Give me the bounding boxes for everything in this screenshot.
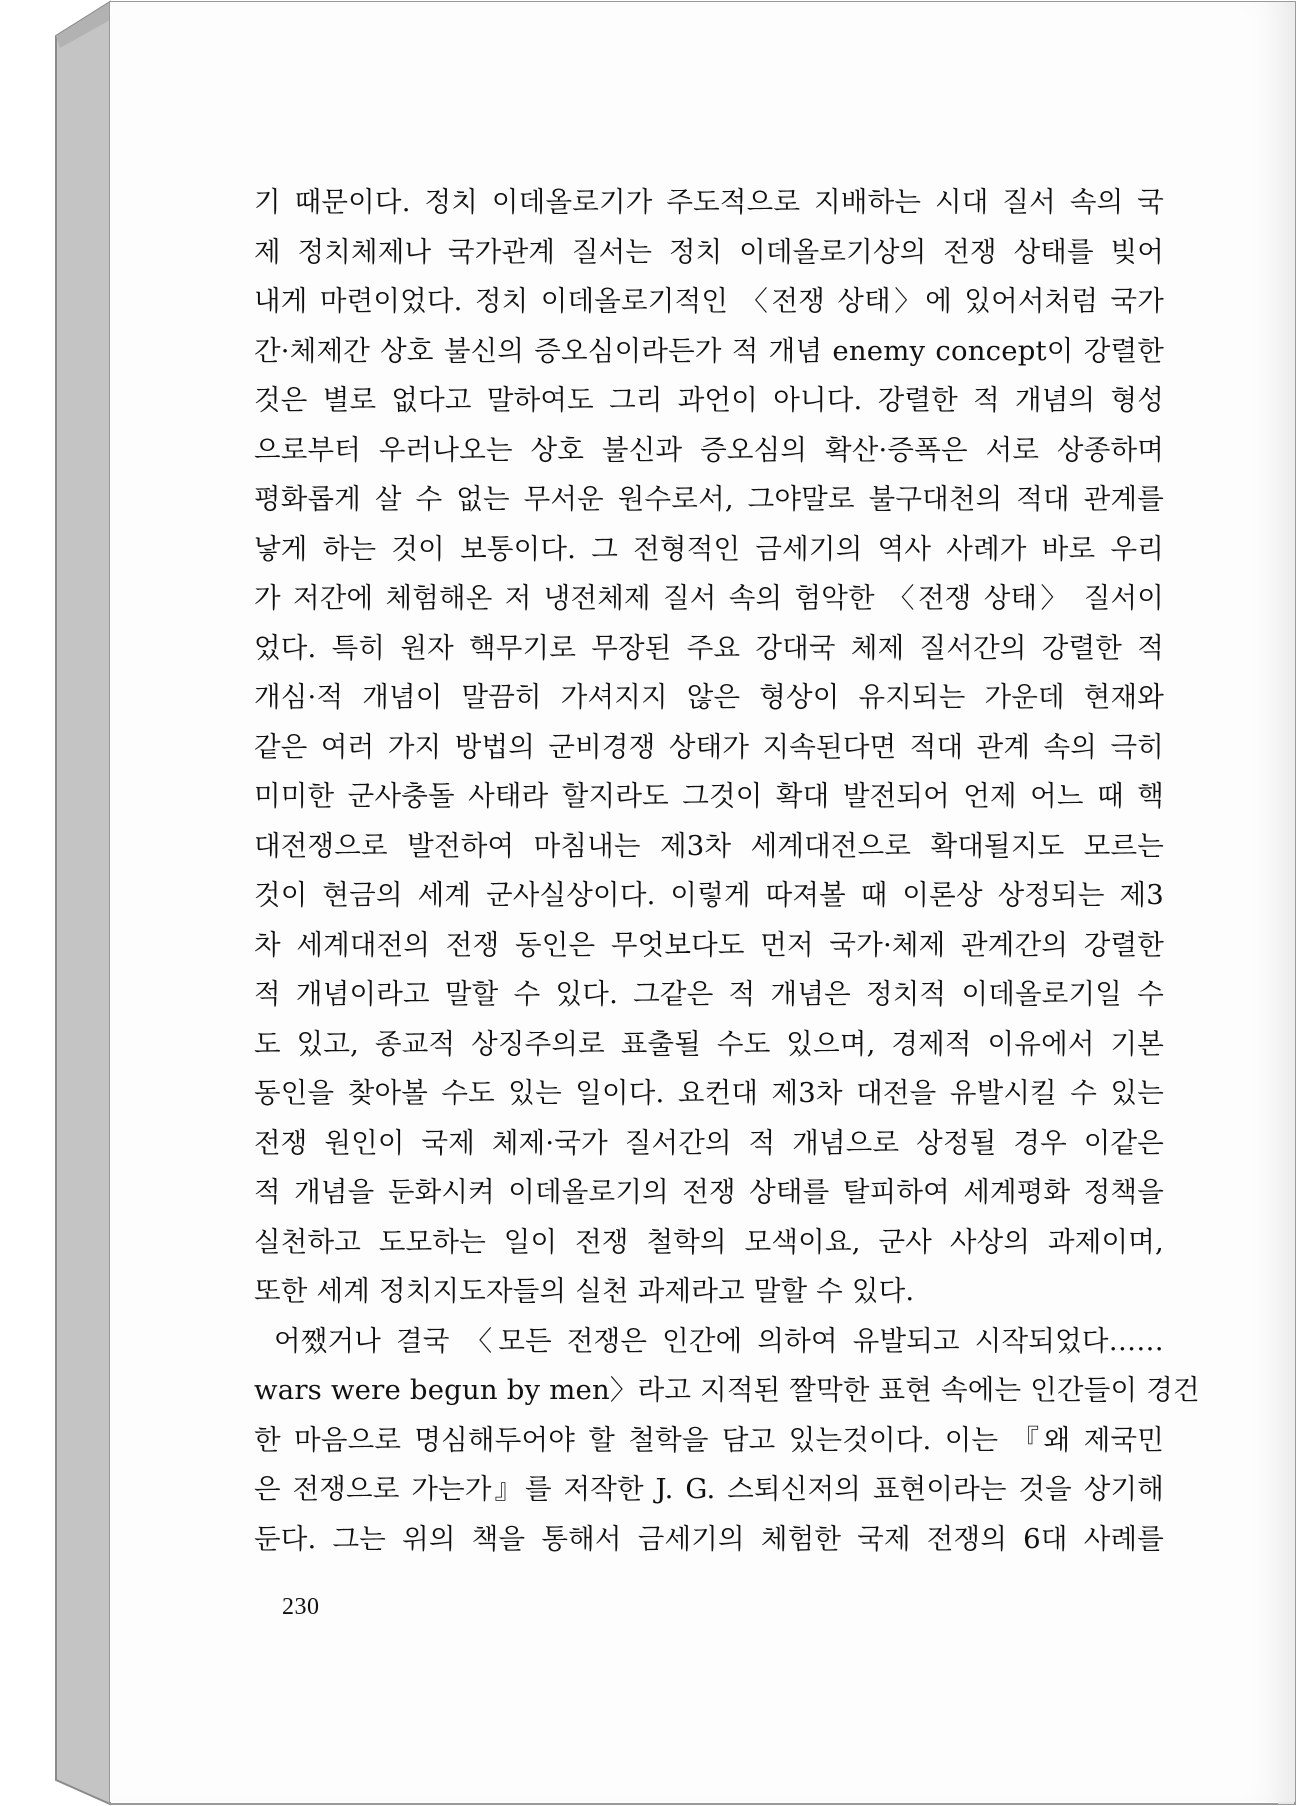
text-line: 기 때문이다. 정치 이데올로기가 주도적으로 지배하는 시대 질서 속의 국 <box>254 186 1164 218</box>
text-line: 차 세계대전의 전쟁 동인은 무엇보다도 먼저 국가·체제 관계간의 강렬한 <box>254 928 1164 961</box>
text-line: 또한 세계 정치지도자들의 실천 과제라고 말할 수 있다. <box>254 1275 915 1307</box>
text-line: 은 전쟁으로 가는가』를 저작한 J. G. 스퇴신저의 표현이라는 것을 상기해 <box>254 1473 1164 1505</box>
text-line: 둔다. 그는 위의 책을 통해서 금세기의 체험한 국제 전쟁의 6대 사례를 <box>254 1522 1164 1555</box>
text-line: 내게 마련이었다. 정치 이데올로기적인 〈전쟁 상태〉에 있어서처럼 국가 <box>254 285 1164 317</box>
text-line: 동인을 찾아볼 수도 있는 일이다. 요컨대 제3차 대전을 유발시킬 수 있는 <box>254 1077 1164 1109</box>
text-line: 도 있고, 종교적 상징주의로 표출될 수도 있으며, 경제적 이유에서 기본 <box>254 1027 1164 1060</box>
text-line: 평화롭게 살 수 없는 무서운 원수로서, 그야말로 불구대천의 적대 관계를 <box>254 483 1164 515</box>
page-number: 230 <box>282 1594 320 1620</box>
text-line: 낳게 하는 것이 보통이다. 그 전형적인 금세기의 역사 사례가 바로 우리 <box>254 532 1164 565</box>
text-line: 같은 여러 가지 방법의 군비경쟁 상태가 지속된다면 적대 관계 속의 극히 <box>254 730 1164 763</box>
text-line: 간·체제간 상호 불신의 증오심이라든가 적 개념 enemy concept이 강렬한 <box>254 334 1164 367</box>
text-line: 가 저간에 체험해온 저 냉전체제 질서 속의 험악한 〈전쟁 상태〉 질서이 <box>254 582 1164 614</box>
text-line: 실천하고 도모하는 일이 전쟁 철학의 모색이요, 군사 사상의 과제이며, <box>254 1225 1164 1258</box>
text-line: wars were begun by men〉라고 지적된 짤막한 표현 속에는 인간들이 경건 <box>254 1374 1200 1406</box>
text-line: 적 개념을 둔화시켜 이데올로기의 전쟁 상태를 탈피하여 세계평화 정책을 <box>254 1176 1164 1208</box>
text-line: 전쟁 원인이 국제 체제·국가 질서간의 적 개념으로 상정될 경우 이같은 <box>254 1126 1164 1159</box>
text-line: 제 정치체제나 국가관계 질서는 정치 이데올로기상의 전쟁 상태를 빚어 <box>254 235 1164 268</box>
text-line: 적 개념이라고 말할 수 있다. 그같은 적 개념은 정치적 이데올로기일 수 <box>254 978 1164 1010</box>
text-line: 으로부터 우러나오는 상호 불신과 증오심의 확산·증폭은 서로 상종하며 <box>254 433 1164 466</box>
text-line: 대전쟁으로 발전하여 마침내는 제3차 세계대전으로 확대될지도 모르는 <box>254 829 1164 862</box>
text-line: 것이 현금의 세계 군사실상이다. 이렇게 따져볼 때 이론상 상정되는 제3 <box>254 879 1164 911</box>
text-line: 었다. 특히 원자 핵무기로 무장된 주요 강대국 체제 질서간의 강렬한 적 <box>254 631 1164 664</box>
text-line: 개심·적 개념이 말끔히 가셔지지 않은 형상이 유지되는 가운데 현재와 <box>254 681 1164 713</box>
text-line: 것은 별로 없다고 말하여도 그리 과언이 아니다. 강렬한 적 개념의 형성 <box>254 384 1164 416</box>
text-line: 한 마음으로 명심해두어야 할 철학을 담고 있는것이다. 이는 『왜 제국민 <box>254 1423 1164 1456</box>
body-text <box>254 178 1200 1564</box>
text-line: 미미한 군사충돌 사태라 할지라도 그것이 확대 발전되어 언제 어느 때 핵 <box>254 780 1164 812</box>
text-line: 어쨌거나 결국 〈모든 전쟁은 인간에 의하여 유발되고 시작되었다…… <box>274 1324 1164 1357</box>
